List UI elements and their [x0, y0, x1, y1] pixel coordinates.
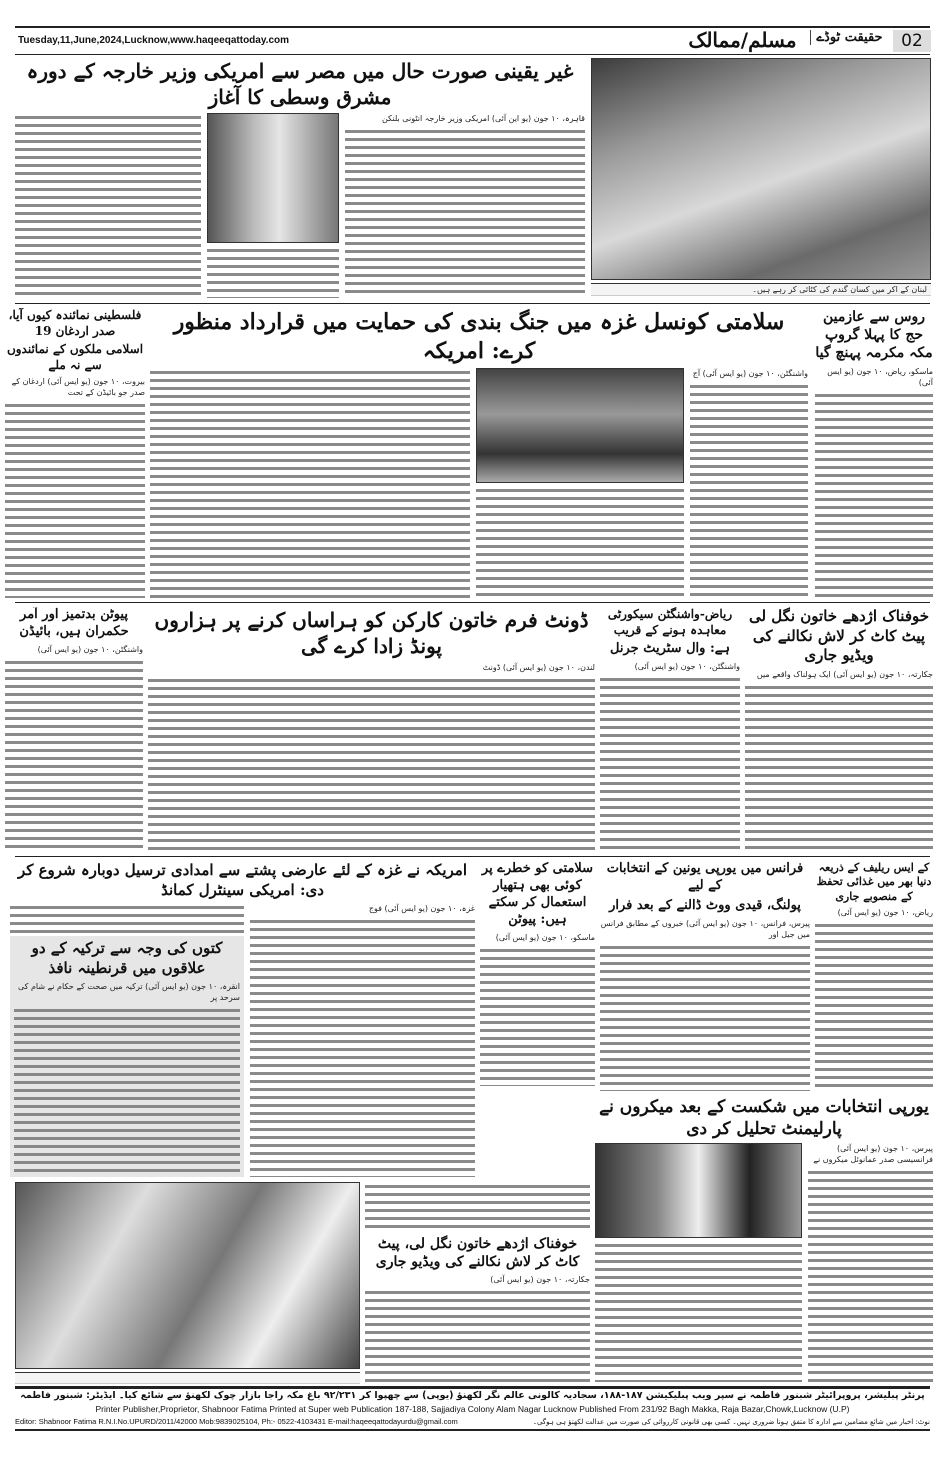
ks-relief-lead: ریاض، ۱۰ جون (یو ایس آئی) — [837, 907, 933, 917]
footer-rule — [15, 1386, 930, 1389]
france-eu-headline-2: پولنگ، قیدی ووٹ ڈالنے کے بعد فرار — [609, 897, 801, 913]
page-number: 02 — [893, 30, 931, 52]
python-body — [745, 683, 933, 853]
erdogan-lead: بیروت، ۱۰ جون (یو ایس آئی) اردغان کے صدر جو بائیڈن کے تحت — [11, 377, 145, 398]
gaza-aid-story — [10, 861, 475, 1177]
harvest-photo-block — [591, 58, 931, 300]
france-eu-lead: پیرس، فرانس، ۱۰ جون (یو ایس آئی) خبروں کے مطابق فرانس میں جیل اور — [600, 918, 810, 939]
gaza-aid-body-2 — [10, 903, 244, 933]
putin-weapons-story — [480, 861, 595, 1086]
hajj-story — [815, 308, 933, 598]
putin-weapons-headline: سلامتی کو خطرے پر کوئی بھی ہتھیار استعمال کر سکتے ہیں: پیوٹن — [481, 861, 594, 927]
python-lead: جکارتہ، ۱۰ جون (یو ایس آئی) ایک ہولناک واقعے میں — [756, 669, 933, 679]
blinken-body-2 — [15, 113, 201, 298]
divider — [15, 303, 930, 304]
english-imprint: Printer Publisher,Proprietor, Shabnoor Fatima Printed at Super web Publication 187-188, Sajjadiya Colony Alam Nagar Lucknow Published From 231/92 Bagh Makka, Raja Bazar,Chowk,Lucknow (U.P) — [95, 1404, 850, 1414]
footer — [15, 1390, 930, 1431]
ks-relief-headline: کے ایس ریلیف کے ذریعہ دنیا بھر میں غذائی تحفظ کے منصوبے جاری — [816, 861, 932, 903]
gaza-aid-body — [250, 917, 475, 1177]
children-meal-caption — [15, 1372, 360, 1384]
urdu-imprint: پرنٹر پبلیشر، پروپرائیٹر شبنور فاطمہ نے سپر ویب پبلیکیشن ۱۸۷-۱۸۸، سجادیہ کالونی عالم نگر لکھنؤ (یوپی) سے چھپوا کر ۹۲/۲۳۱ باغ مکہ راجا بازار چوک لکھنؤ سے شائع کیا۔ ایڈیٹر: شبنور فاطمہ — [20, 1390, 925, 1401]
erdogan-headline-2: اسلامی ملکوں کے نمائندوں سے نہ ملے — [6, 342, 144, 372]
riyadh-headline-1: ریاض-واشنگٹن سیکورٹی معاہدہ ہونے کے قریب — [607, 607, 733, 637]
biden-headline: پیوٹن بدتمیز اور آمر حکمران ہیں، بائیڈن — [19, 607, 129, 639]
turkey-dogs-box — [10, 936, 244, 1177]
flags-photo — [207, 113, 339, 243]
blinken-headline: غیر یقینی صورت حال میں مصر سے امریکی وزیر خارجہ کے دورہ مشرق وسطی کا آغاز — [26, 59, 574, 109]
security-council-body-2 — [476, 486, 684, 598]
security-council-body-3 — [150, 368, 470, 598]
bottom-rule — [15, 1429, 930, 1431]
macron-lead: پیرس، ۱۰ جون (یو ایس آئی) فرانسیسی صدر عمانوئل میکروں نے — [813, 1144, 933, 1165]
erdogan-story — [5, 308, 145, 598]
blinken-story — [15, 58, 585, 298]
turkey-dogs-body — [14, 1006, 240, 1174]
donut-lead: لندن، ۱۰ جون (یو ایس آئی) ڈونٹ — [482, 663, 595, 672]
erdogan-headline-1: فلسطینی نمائندہ کیوں آیا، صدر اردغان 19 — [8, 308, 142, 338]
macron-photo — [595, 1143, 802, 1238]
turkey-dogs-headline: کتوں کی وجہ سے ترکیہ کے دو علاقوں میں قرنطینہ نافذ — [31, 939, 223, 977]
header-rule — [15, 54, 930, 55]
python-story — [745, 607, 933, 852]
hajj-headline: روس سے عازمین حج کا پہلا گروپ مکہ مکرمہ پہنچ گیا — [815, 309, 933, 362]
security-council-lead: واشنگٹن، ۱۰ جون (یو ایس آئی) آج — [692, 369, 808, 379]
hajj-body — [815, 391, 933, 598]
dateline: Tuesday,11,June,2024,Lucknow,www.haqeeqattoday.com — [18, 35, 290, 46]
gaza-aid-lead: غزہ، ۱۰ جون (یو ایس آئی) فوج — [368, 904, 475, 913]
footer-bottom-row — [15, 1417, 930, 1427]
security-council-headline: سلامتی کونسل غزہ میں جنگ بندی کی حمایت میں قرارداد منظور کرے: امریکہ — [173, 309, 785, 364]
france-eu-story — [600, 861, 810, 1091]
python-2-body — [365, 1288, 590, 1382]
ks-relief-body — [815, 921, 933, 1091]
riyadh-lead: واشنگٹن، ۱۰ جون (یو ایس آئی) — [634, 662, 740, 672]
security-council-photo — [476, 368, 684, 483]
macron-body — [808, 1168, 933, 1382]
riyadh-story — [600, 607, 740, 852]
macron-body-2 — [595, 1241, 802, 1382]
paper-name: حقیقت ٹوڈے — [810, 30, 888, 45]
python-2-story — [365, 1182, 590, 1382]
putin-weapons-lead: ماسکو، ۱۰ جون (یو ایس آئی) — [495, 932, 595, 942]
donut-story — [148, 607, 595, 852]
children-meal-block — [15, 1182, 360, 1384]
donut-headline: ڈونٹ فرم خاتون کارکن کو ہراساں کرنے پر ہزاروں پونڈ زادا کرے گی — [154, 608, 589, 658]
python-headline: خوفناک اژدھے خاتون نگل لی پیٹ کاٹ کر لاش نکالنے کی ویڈیو جاری — [748, 607, 930, 664]
disclaimer-note: نوٹ: اخبار میں شائع مضامین سے ادارہ کا متفق ہونا ضروری نہیں۔ کسی بھی قانونی کارروائی کی صورت میں عدالت لکھنؤ ہی ہوگی۔ — [532, 1418, 930, 1426]
blinken-lead: قاہرہ، ۱۰ جون (یو این آئی) امریکی وزیر خارجہ انٹونی بلنکن — [381, 114, 585, 123]
divider — [15, 602, 930, 603]
blinken-body-3 — [207, 246, 339, 298]
blinken-body — [345, 127, 585, 298]
riyadh-body — [600, 675, 740, 852]
python-2-body-top — [365, 1182, 590, 1232]
france-eu-headline-1: فرانس میں یورپی یونین کے انتخابات کے لیے — [606, 861, 804, 893]
security-council-story — [150, 308, 808, 598]
biden-story — [5, 607, 143, 852]
biden-lead: واشنگٹن، ۱۰ جون (یو ایس آئی) — [37, 644, 143, 654]
turkey-dogs-lead: انقرہ، ۱۰ جون (یو ایس آئی) ترکیہ میں صحت کے حکام نے شام کی سرحد پر — [17, 982, 240, 1002]
riyadh-headline-2: ہے: وال سٹریٹ جرنل — [610, 641, 730, 657]
section-title: مسلم/ممالک — [688, 28, 797, 52]
harvest-photo — [591, 58, 931, 280]
ks-relief-story — [815, 861, 933, 1091]
python-2-lead: جکارتہ، ۱۰ جون (یو ایس آئی) — [490, 1275, 590, 1285]
python-2-headline: خوفناک اژدھے خاتون نگل لی، پیٹ کاٹ کر لاش نکالنے کی ویڈیو جاری — [375, 1236, 580, 1271]
security-council-body — [690, 382, 808, 598]
gaza-aid-headline: امریکہ نے غزہ کے لئے عارضی پشتے سے امدادی ترسیل دوبارہ شروع کر دی: امریکی سینٹرل کمانڈ — [17, 861, 468, 899]
hajj-lead: ماسکو، ریاض، ۱۰ جون (یو ایس آئی) — [827, 366, 933, 387]
macron-story — [595, 1096, 933, 1382]
harvest-photo-caption: لبنان کے اکر میں کسان گندم کی کٹائی کر رہے ہیں۔ — [591, 283, 931, 296]
children-meal-photo — [15, 1182, 360, 1369]
putin-weapons-body — [480, 946, 595, 1086]
macron-headline: یورپی انتخابات میں شکست کے بعد میکروں نے پارلیمنٹ تحلیل کر دی — [599, 1097, 929, 1140]
editor-line: Editor: Shabnoor Fatima R.N.I.No.UPURD/2011/42000 Mob:9839025104, Ph:- 0522-4103431 E-mail:haqeeqattodayurdu@gmail.com — [15, 1417, 458, 1426]
erdogan-body — [5, 401, 145, 598]
france-eu-body — [600, 943, 810, 1091]
biden-body — [5, 658, 143, 852]
donut-body — [148, 676, 595, 852]
divider — [15, 856, 930, 857]
